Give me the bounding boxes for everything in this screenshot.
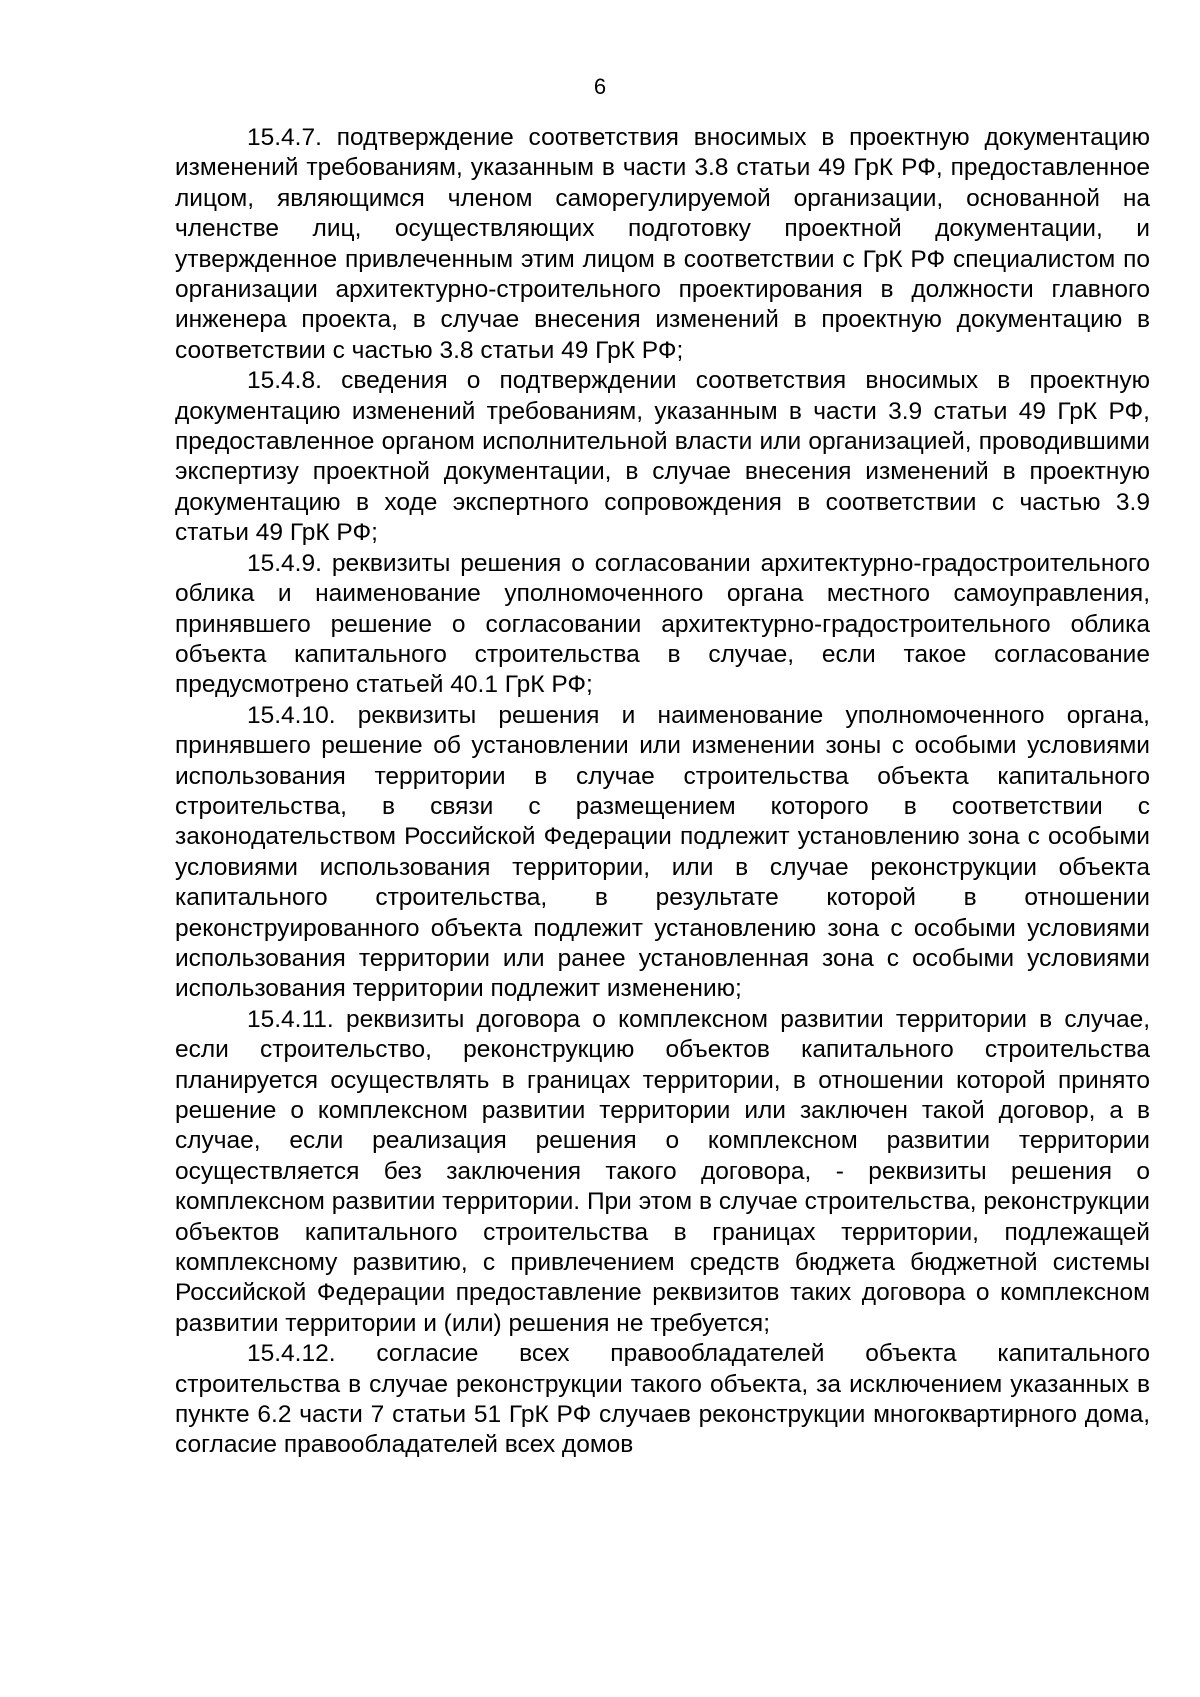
clause-15-4-9 [175, 549, 1150, 701]
clause-number: 15.4.11. [247, 1005, 334, 1033]
document-body [175, 123, 1150, 1461]
clause-15-4-10 [175, 701, 1150, 1005]
clause-text: реквизиты решения и наименование уполномоченного органа, принявшего решение об установлении или изменении зоны с особыми условиями использования территории в случае строительства объекта капитального строительства, в связи с размещением которого в соответствии с законодательством Российской Федерации подлежит установлению зона с особыми условиями использования территории, или в случае реконструкции объекта капитального строительства, в результате которой в отношении реконструированного объекта подлежит установлению зона с особыми условиями использования территории или ранее установленная зона с особыми условиями использования территории подлежит изменению; [175, 701, 1150, 1003]
clause-text: согласие всех правообладателей объекта капитального строительства в случае реконструкции такого объекта, за исключением указанных в пункте 6.2 части 7 статьи 51 ГрК РФ случаев реконструкции многоквартирного дома, согласие правообладателей всех домов [175, 1340, 1150, 1459]
clause-text: сведения о подтверждении соответствия вносимых в проектную документацию изменений требованиям, указанным в части 3.9 статьи 49 ГрК РФ, предоставленное органом исполнительной власти или организацией, проводившими экспертизу проектной документации, в случае внесения изменений в проектную документацию в ходе экспертного сопровождения в соответствии с частью 3.9 статьи 49 ГрК РФ; [175, 367, 1150, 547]
clause-text: реквизиты договора о комплексном развитии территории в случае, если строительство, реконструкцию объектов капитального строительства планируется осуществлять в границах территории, в отношении которой принято решение о комплексном развитии территории или заключен такой договор, а в случае, если реализация решения о комплексном развитии территории осуществляется без заключения такого договора, - реквизиты решения о комплексном развитии территории. При этом в случае строительства, реконструкции объектов капитального строительства в границах территории, подлежащей комплексному развитию, с привлечением средств бюджета бюджетной системы Российской Федерации предоставление реквизитов таких договора о комплексном развитии территории и (или) решения не требуется; [175, 1005, 1150, 1337]
clause-15-4-8 [175, 366, 1150, 548]
clause-number: 15.4.9. [247, 549, 322, 577]
clause-number: 15.4.12. [247, 1340, 336, 1368]
clause-text: подтверждение соответствия вносимых в проектную документацию изменений требованиям, указанным в части 3.8 статьи 49 ГрК РФ, предоставленное лицом, являющимся членом саморегулируемой организации, основанной на членстве лиц, осуществляющих подготовку проектной документации, и утвержденное привлеченным этим лицом в соответствии с ГрК РФ специалистом по организации архитектурно-строительного проектирования в должности главного инженера проекта, в случае внесения изменений в проектную документацию в соответствии с частью 3.8 статьи 49 ГрК РФ; [175, 124, 1150, 364]
clause-text: реквизиты решения о согласовании архитектурно-градостроительного облика и наименование уполномоченного органа местного самоуправления, принявшего решение о согласовании архитектурно-градостроительного облика объекта капитального строительства в случае, если такое согласование предусмотрено статьей 40.1 ГрК РФ; [175, 549, 1150, 699]
page-number: 6 [593, 74, 607, 99]
clause-15-4-11 [175, 1005, 1150, 1339]
clause-number: 15.4.8. [247, 367, 322, 395]
clause-15-4-12 [175, 1339, 1150, 1461]
clause-15-4-7 [175, 123, 1150, 366]
clause-number: 15.4.10. [247, 701, 336, 729]
clause-number: 15.4.7. [247, 124, 322, 151]
